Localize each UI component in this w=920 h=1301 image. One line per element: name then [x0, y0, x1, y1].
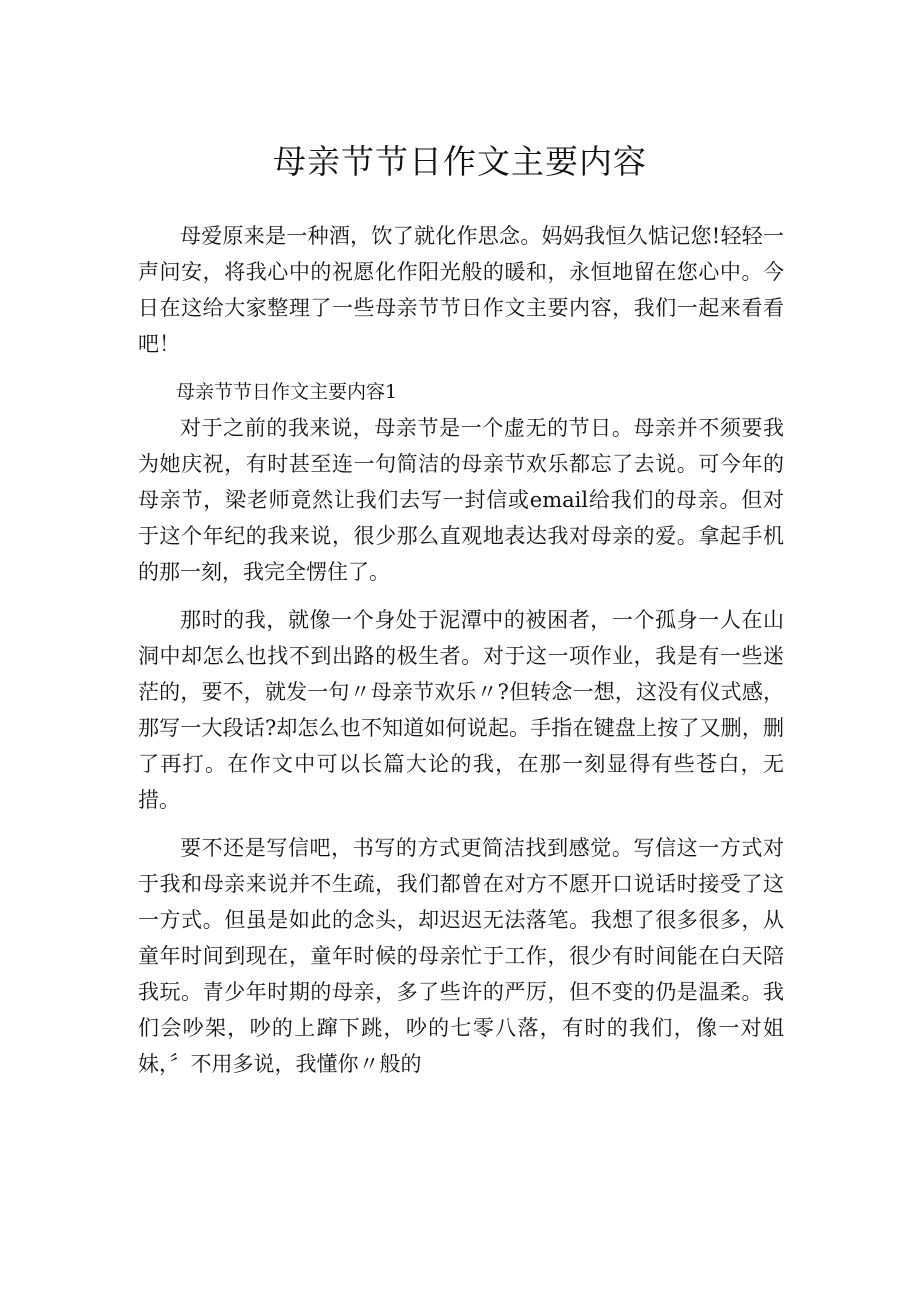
intro-paragraph: 母爱原来是一种酒，饮了就化作思念。妈妈我恒久惦记您!轻轻一声问安，将我心中的祝愿化作阳光般的暖和，永恒地留在您心中。今日在这给大家整理了一些母亲节节日作文主要内容，我们一起来看看吧！	[138, 224, 784, 356]
body-paragraph-3: 要不还是写信吧，书写的方式更简洁找到感觉。写信这一方式对于我和母亲来说并不生疏，我们都曾在对方不愿开口说话时接受了这一方式。但虽是如此的念头，却迟迟无法落笔。我想了很多很多，从童年时间到现在，童年时候的母亲忙于工作，很少有时间能在白天陪我玩。青少年时期的母亲，多了些许的严厉，但不变的仍是温柔。我们会吵架，吵的上蹿下跳，吵的七零八落，有时的我们，像一对姐妹，〞不用多说，我懂你〃般的	[138, 836, 784, 1076]
page-title: 母亲节节日作文主要内容	[273, 142, 647, 181]
body-paragraph-1: 对于之前的我来说，母亲节是一个虚无的节日。母亲并不须要我为她庆祝，有时甚至连一句简洁的母亲节欢乐都忘了去说。可今年的母亲节，梁老师竟然让我们去写一封信或email给我们的母亲。但对于这个年纪的我来说，很少那么直观地表达我对母亲的爱。拿起手机的那一刻，我完全愣住了。	[138, 416, 784, 584]
document-body	[138, 218, 784, 1082]
section-heading: 母亲节节日作文主要内容1	[176, 381, 398, 403]
body-paragraph-2: 那时的我，就像一个身处于泥潭中的被困者，一个孤身一人在山洞中却怎么也找不到出路的极生者。对于这一项作业，我是有一些迷茫的，要不，就发一句〃母亲节欢乐〃?但转念一想，这没有仪式感，那写一大段话?却怎么也不知道如何说起。手指在键盘上按了又删，删了再打。在作文中可以长篇大论的我，在那一刻显得有些苍白，无措。	[138, 608, 784, 812]
